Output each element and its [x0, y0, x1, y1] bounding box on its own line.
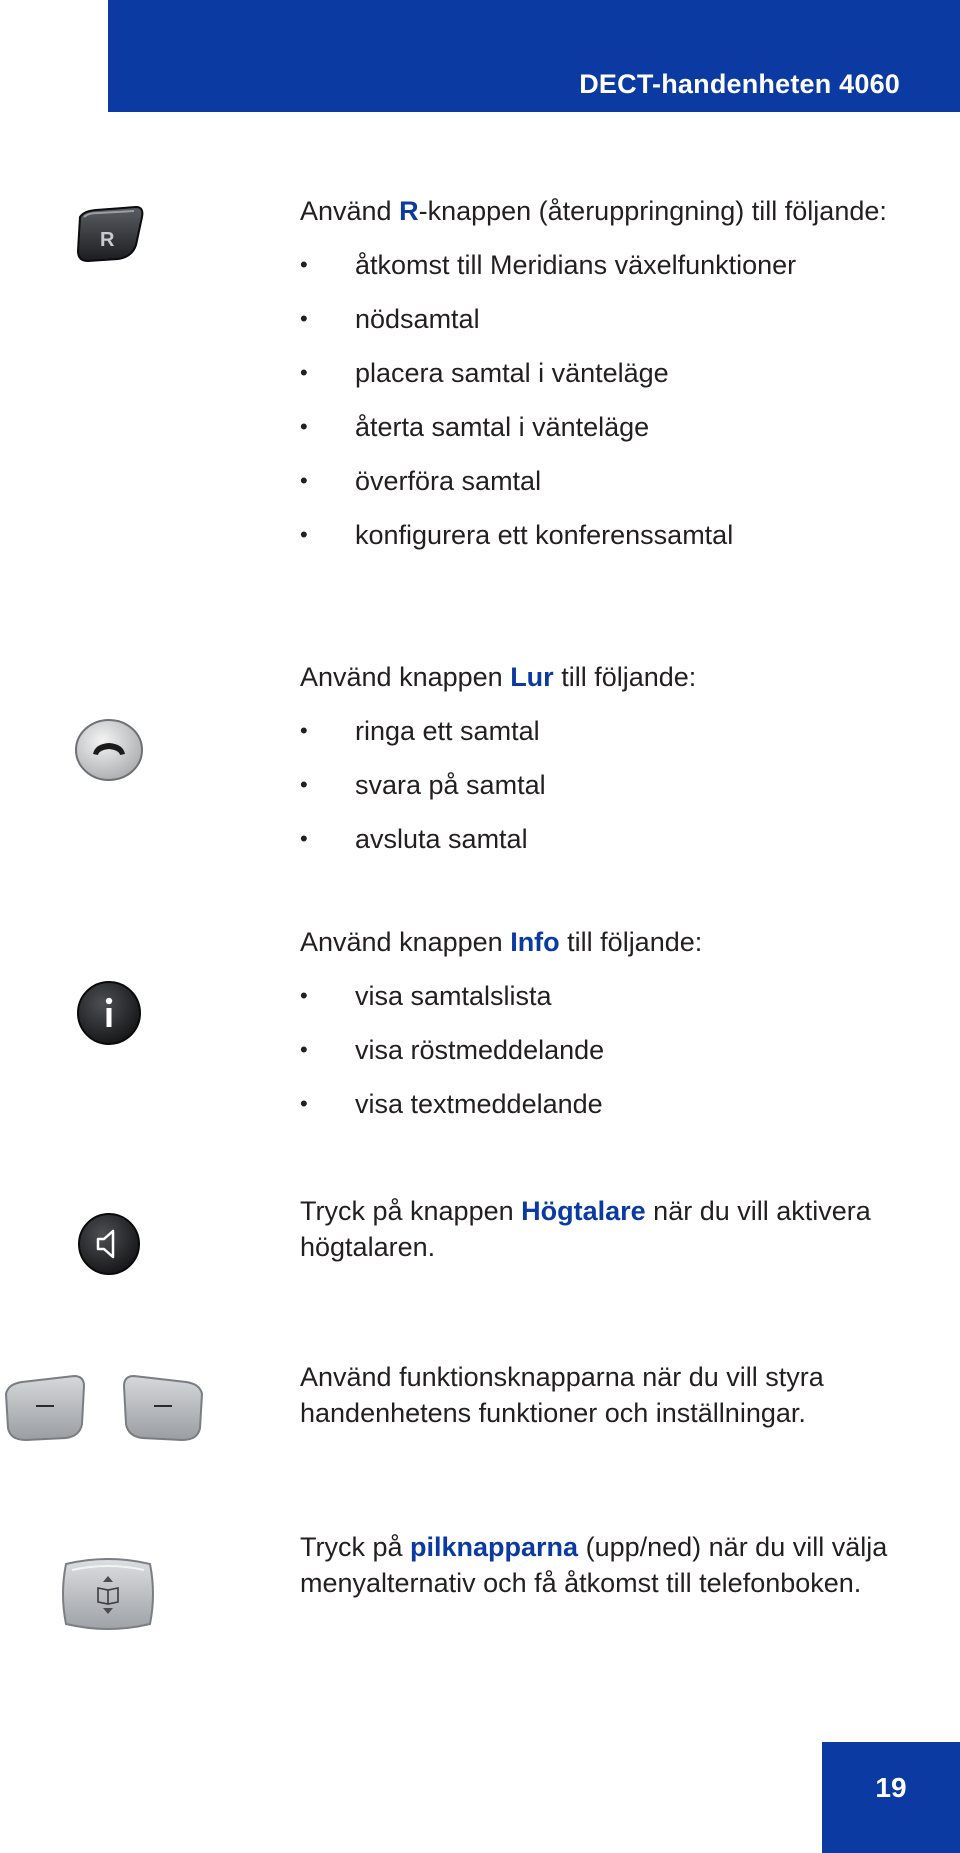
- speaker-key-intro: Tryck på knappen Högtalare när du vill aktivera högtalaren.: [300, 1196, 871, 1262]
- page-number: 19: [875, 1772, 907, 1803]
- r-key-intro: Använd R-knappen (återuppringning) till följande:: [300, 196, 887, 226]
- svg-text:R: R: [100, 229, 115, 251]
- r-key-list: [300, 247, 940, 553]
- list-item: • återta samtal i vänteläge: [300, 409, 940, 445]
- list-item: • åtkomst till Meridians växelfunktioner: [300, 247, 940, 283]
- page-number-box: [822, 1742, 960, 1853]
- section-arrow-keys: [300, 1529, 940, 1601]
- info-key-icon: [75, 979, 143, 1047]
- r-key-icon: [74, 205, 146, 263]
- soft-keys-intro: Använd funktionsknapparna när du vill styra handenhetens funktioner och inställningar.: [300, 1362, 824, 1428]
- list-item: • överföra samtal: [300, 463, 940, 499]
- navigation-key-icon: [58, 1554, 158, 1634]
- list-item: • placera samtal i vänteläge: [300, 355, 940, 391]
- soft-keys-icon: [2, 1372, 206, 1444]
- header-title: DECT-handenheten 4060: [579, 69, 900, 99]
- arrow-keys-intro: Tryck på pilknapparna (upp/ned) när du vill välja menyalternativ och få åtkomst till telefonboken.: [300, 1532, 888, 1598]
- handset-key-icon: [73, 716, 145, 782]
- lur-key-list: [300, 713, 940, 857]
- section-r-key: [300, 193, 940, 553]
- list-item: • avsluta samtal: [300, 821, 940, 857]
- list-item: • svara på samtal: [300, 767, 940, 803]
- info-key-list: [300, 978, 940, 1122]
- info-key-intro: Använd knappen Info till följande:: [300, 927, 703, 957]
- list-item: • visa textmeddelande: [300, 1086, 940, 1122]
- list-item: • konfigurera ett konferenssamtal: [300, 517, 940, 553]
- speaker-key-icon: [76, 1211, 142, 1277]
- page-header: [108, 0, 960, 112]
- section-soft-keys: [300, 1359, 940, 1431]
- list-item: • visa samtalslista: [300, 978, 940, 1014]
- lur-key-intro: Använd knappen Lur till följande:: [300, 662, 697, 692]
- list-item: • nödsamtal: [300, 301, 940, 337]
- list-item: • ringa ett samtal: [300, 713, 940, 749]
- section-lur-key: [300, 659, 940, 857]
- section-info-key: [300, 924, 940, 1122]
- list-item: • visa röstmeddelande: [300, 1032, 940, 1068]
- section-speaker-key: [300, 1193, 940, 1265]
